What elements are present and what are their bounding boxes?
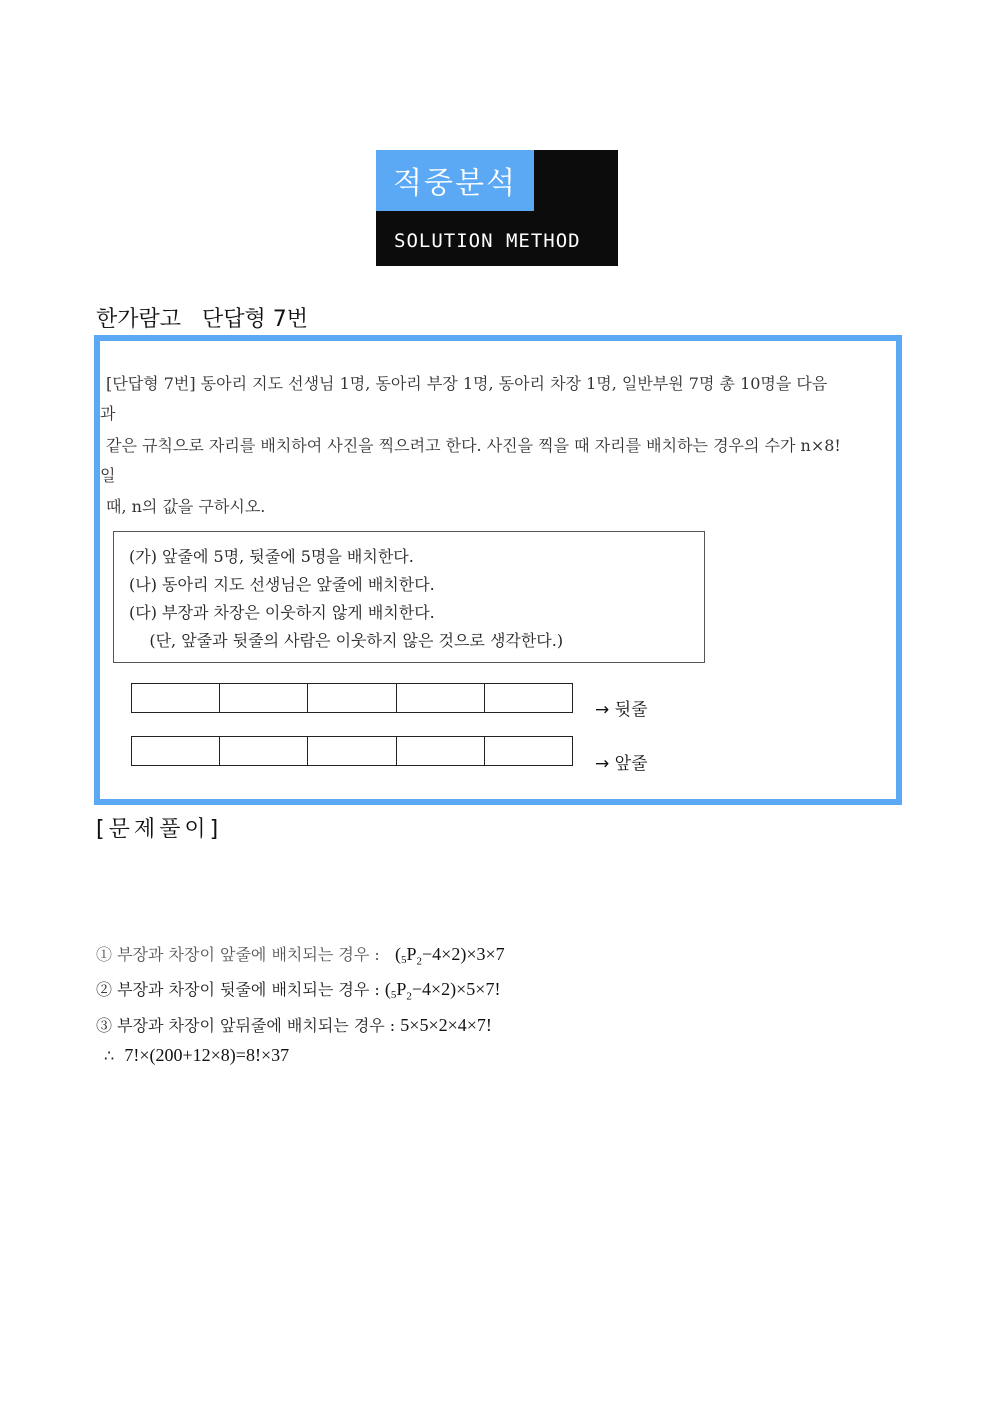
case-2-text: ② 부장과 차장이 뒷줄에 배치되는 경우 : [96, 980, 380, 999]
back-row-seats [131, 683, 573, 713]
problem-line-2-wrap: 일 [100, 466, 116, 485]
problem-line-3: 때, n의 값을 구하시오. [106, 497, 266, 516]
problem-heading: 한가람고 단답형 7번 [96, 307, 308, 332]
case-2-formula [384, 979, 501, 1003]
condition-ga: (가) 앞줄에 5명, 뒷줄에 5명을 배치한다. [129, 547, 414, 566]
problem-line-1-wrap: 과 [100, 404, 116, 423]
case-3-text: ③ 부장과 차장이 앞뒤줄에 배치되는 경우 : [96, 1016, 396, 1035]
case-1-perm: P [406, 944, 417, 964]
case-2-perm: P [396, 979, 407, 999]
seat [397, 737, 485, 765]
case-2-rest: −4×2)×5×7! [411, 979, 501, 999]
case-2-sub-r: 2 [406, 990, 412, 1003]
front-row-seats [131, 736, 573, 766]
header-title: 적중분석 [393, 166, 517, 201]
seat [308, 684, 396, 712]
seat [220, 737, 308, 765]
solution-case-2 [96, 977, 500, 1003]
solution-case-3 [96, 1013, 492, 1036]
conditions-box [113, 531, 705, 663]
problem-box [94, 335, 902, 805]
case-2-paren: ( [384, 979, 391, 999]
seat [397, 684, 485, 712]
solution-heading: [문제풀이] [96, 817, 223, 842]
front-row-label: → 앞줄 [595, 754, 648, 774]
case-1-sub-n: 5 [401, 954, 407, 966]
problem-line-2: 같은 규칙으로 자리를 배치하여 사진을 찍으려고 한다. 사진을 찍을 때 자리를 배치하는 경우의 수가 n×8! [106, 436, 841, 455]
back-row-label: → 뒷줄 [595, 700, 648, 720]
case-2-sub-n: 5 [390, 989, 397, 1001]
seat [132, 737, 220, 765]
condition-da: (다) 부장과 차장은 이웃하지 않게 배치한다. [129, 603, 435, 622]
case-1-rest: −4×2)×3×7 [422, 944, 505, 964]
header-block [376, 150, 618, 266]
case-1-formula [395, 944, 505, 968]
condition-na: (나) 동아리 지도 선생님은 앞줄에 배치한다. [129, 575, 435, 594]
solution-conclusion [104, 1045, 289, 1066]
case-3-formula: 5×5×2×4×7! [400, 1015, 492, 1035]
problem-line-1: [단답형 7번] 동아리 지도 선생님 1명, 동아리 부장 1명, 동아리 차장 1명, 일반부원 7명 총 10명을 다음 [106, 374, 828, 393]
conclusion-formula: 7!×(200+12×8)=8!×37 [124, 1045, 290, 1065]
header-subtitle: SOLUTION METHOD [394, 230, 581, 252]
seat [485, 684, 572, 712]
case-1-sub-r: 2 [416, 955, 423, 968]
seat [485, 737, 572, 765]
condition-note: (단, 앞줄과 뒷줄의 사람은 이웃하지 않은 것으로 생각한다.) [129, 631, 564, 650]
seat [220, 684, 308, 712]
seat [132, 684, 220, 712]
therefore-symbol: ∴ [104, 1046, 115, 1065]
case-1-text: ① 부장과 차장이 앞줄에 배치되는 경우 : [96, 945, 380, 964]
case-1-paren: ( [395, 944, 402, 964]
seat [308, 737, 396, 765]
solution-case-1 [96, 942, 505, 968]
